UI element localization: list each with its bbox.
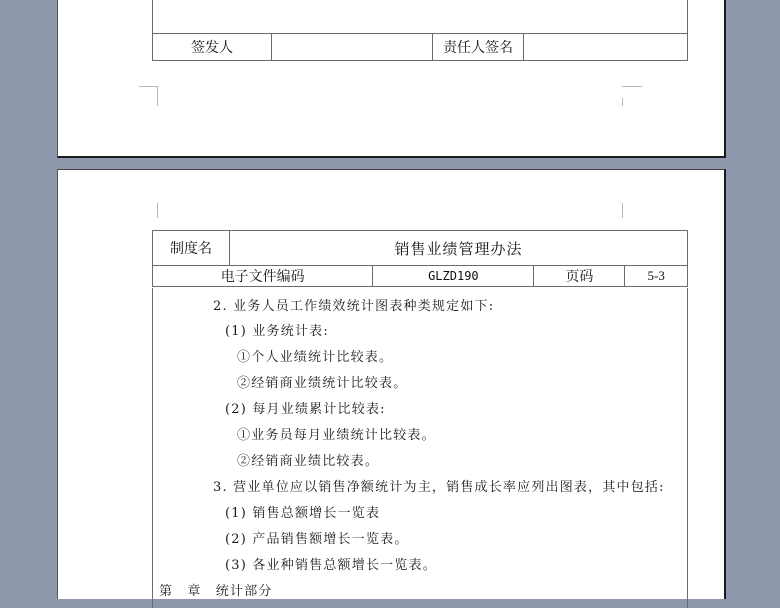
blank-cell: [153, 0, 688, 34]
body-line: (2) 每月业绩累计比较表:: [225, 402, 386, 417]
body-line: 3. 营业单位应以销售净额统计为主，销售成长率应列出图表，其中包括:: [213, 480, 665, 495]
body-line: (1) 销售总额增长一览表: [225, 506, 381, 521]
body-line: (1) 业务统计表:: [225, 324, 329, 339]
page-number-value: 5-3: [625, 266, 688, 287]
page-number-label: 页码: [534, 266, 625, 287]
body-line: (2) 产品销售额增长一览表。: [225, 532, 409, 547]
body-line: ②经销商业绩统计比较表。: [237, 376, 408, 391]
crop-mark-right-v: [622, 203, 623, 218]
signer-field[interactable]: [272, 34, 433, 61]
signature-table: [152, 0, 688, 61]
crop-mark-right-h: [622, 86, 642, 87]
file-code-value: GLZD190: [373, 266, 534, 287]
responsible-signature-field[interactable]: [524, 34, 688, 61]
document-body: [152, 288, 688, 608]
signer-label: 签发人: [153, 34, 272, 61]
crop-mark-left-h: [139, 86, 157, 87]
title-row: [153, 231, 688, 266]
responsible-label: 责任人签名: [433, 34, 524, 61]
blank-row: [153, 0, 688, 34]
crop-mark-left-v: [157, 203, 158, 218]
body-line: ②经销商业绩比较表。: [237, 454, 380, 469]
body-line: 2. 业务人员工作绩效统计图表种类规定如下:: [213, 299, 495, 314]
title-label: 制度名: [153, 231, 230, 266]
crop-mark-left-v: [157, 86, 158, 106]
document-title: 销售业绩管理办法: [230, 231, 688, 266]
body-line: ①业务员每月业绩统计比较表。: [237, 428, 436, 443]
code-row: [153, 266, 688, 287]
body-line: 第 章 统计部分: [159, 584, 273, 599]
document-header-table: [152, 230, 688, 287]
document-page-2: [57, 169, 726, 599]
crop-mark-right-v: [622, 98, 623, 106]
document-page-1: [57, 0, 726, 158]
file-code-label: 电子文件编码: [153, 266, 373, 287]
body-line: (3) 各业种销售总额增长一览表。: [225, 558, 437, 573]
body-line: ①个人业绩统计比较表。: [237, 350, 394, 365]
signature-row: [153, 34, 688, 61]
